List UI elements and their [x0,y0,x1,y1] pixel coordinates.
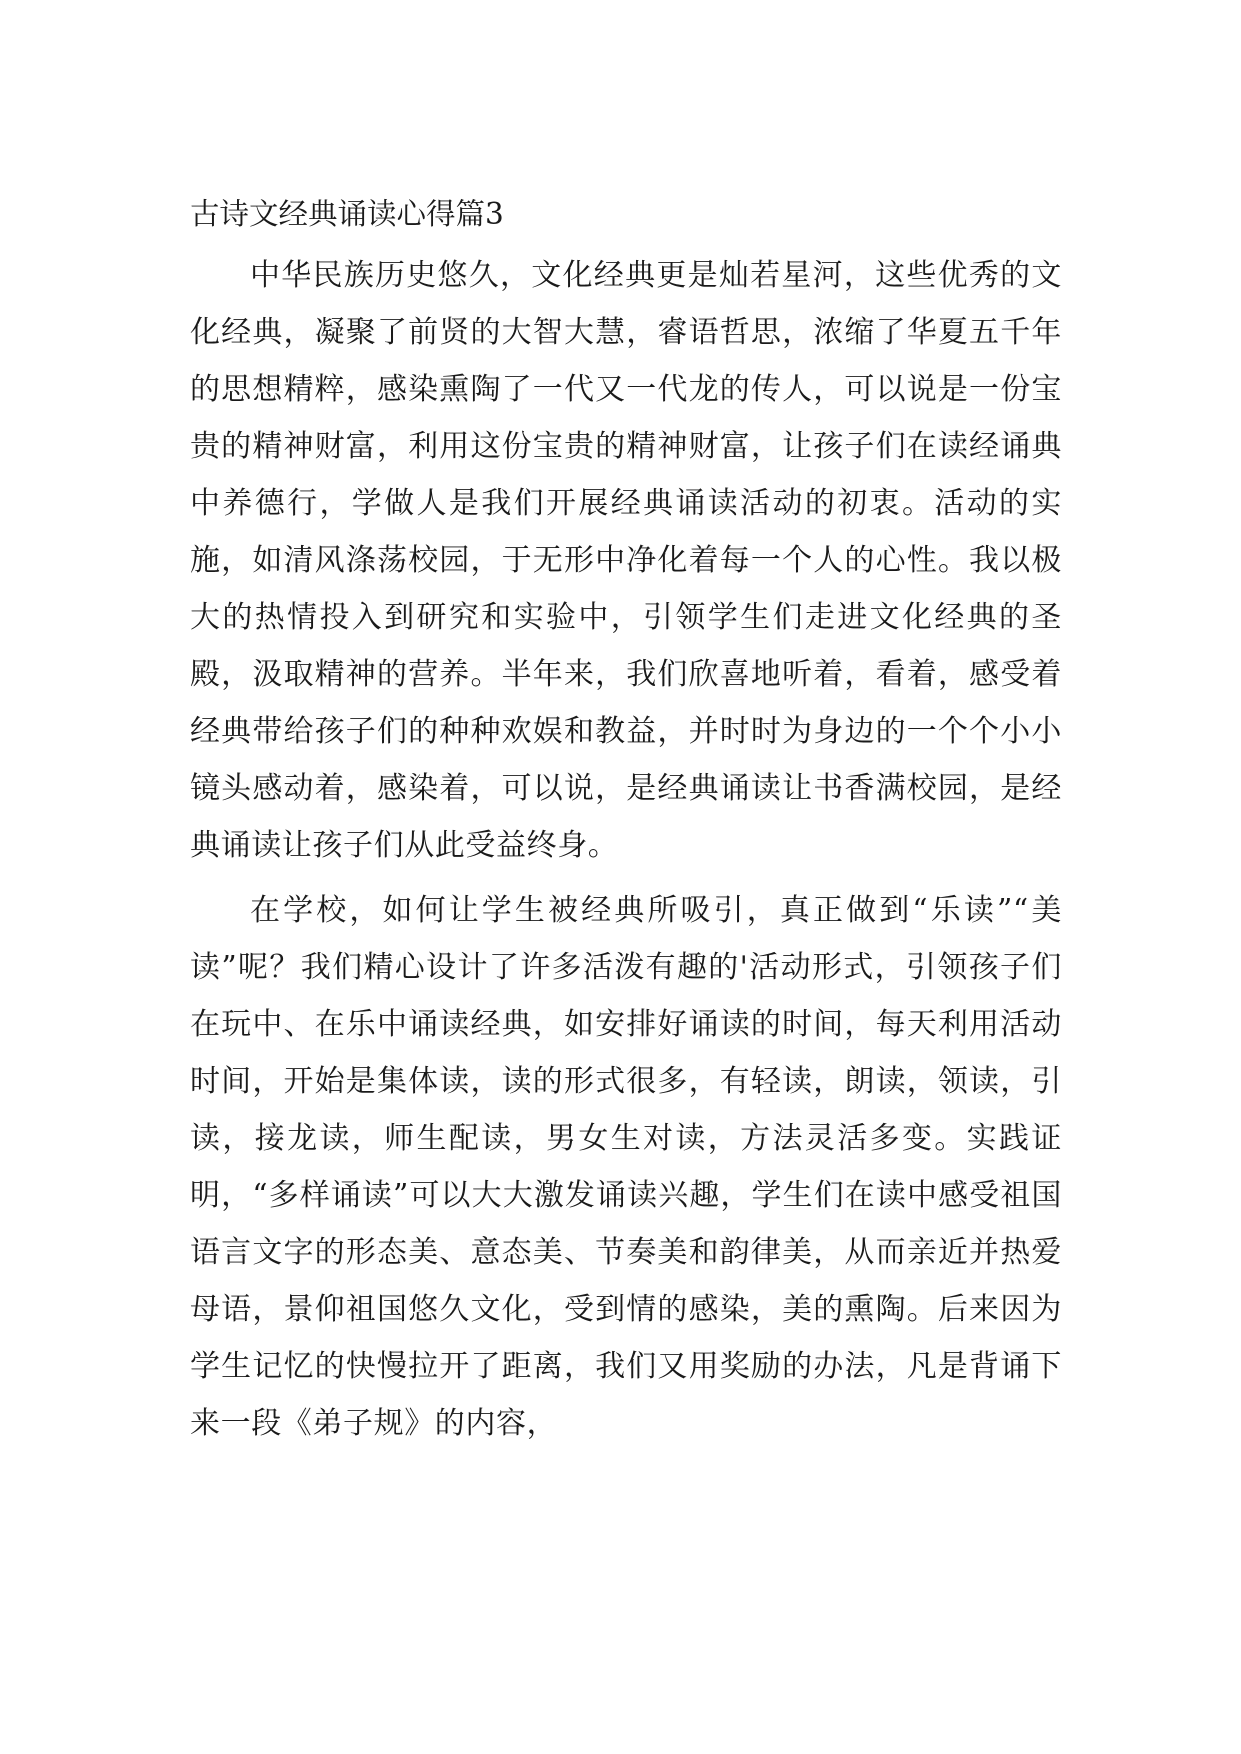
paragraph-1: 中华民族历史悠久，文化经典更是灿若星河，这些优秀的文化经典，凝聚了前贤的大智大慧，睿语哲思，浓缩了华夏五千年的思想精粹，感染熏陶了一代又一代龙的传人，可以说是一份宝贵的精神财富，利用这份宝贵的精神财富，让孩子们在读经诵典中养德行，学做人是我们开展经典诵读活动的初衷。活动的实施，如清风涤荡校园，于无形中净化着每一个人的心性。我以极大的热情投入到研究和实验中，引领学生们走进文化经典的圣殿，汲取精神的营养。半年来，我们欣喜地听着，看着，感受着经典带给孩子们的种种欢娱和教益，并时时为身边的一个个小小镜头感动着，感染着，可以说，是经典诵读让书香满校园，是经典诵读让孩子们从此受益终身。 [190,258,1062,863]
paragraph-2: 在学校，如何让学生被经典所吸引，真正做到“乐读”“美读”呢？我们精心设计了许多活泼有趣的'活动形式，引领孩子们在玩中、在乐中诵读经典，如安排好诵读的时间，每天利用活动时间，开始是集体读，读的形式很多，有轻读，朗读，领读，引读，接龙读，师生配读，男女生对读，方法灵活多变。实践证明，“多样诵读”可以大大激发诵读兴趣，学生们在读中感受祖国语言文字的形态美、意态美、节奏美和韵律美，从而亲近并热爱母语，景仰祖国悠久文化，受到情的感染，美的熏陶。后来因为学生记忆的快慢拉开了距离，我们又用奖励的办法，凡是背诵下来一段《弟子规》的内容， [190,893,1062,1441]
document-body [190,193,1062,1460]
document-title: 古诗文经典诵读心得篇3 [190,197,504,231]
